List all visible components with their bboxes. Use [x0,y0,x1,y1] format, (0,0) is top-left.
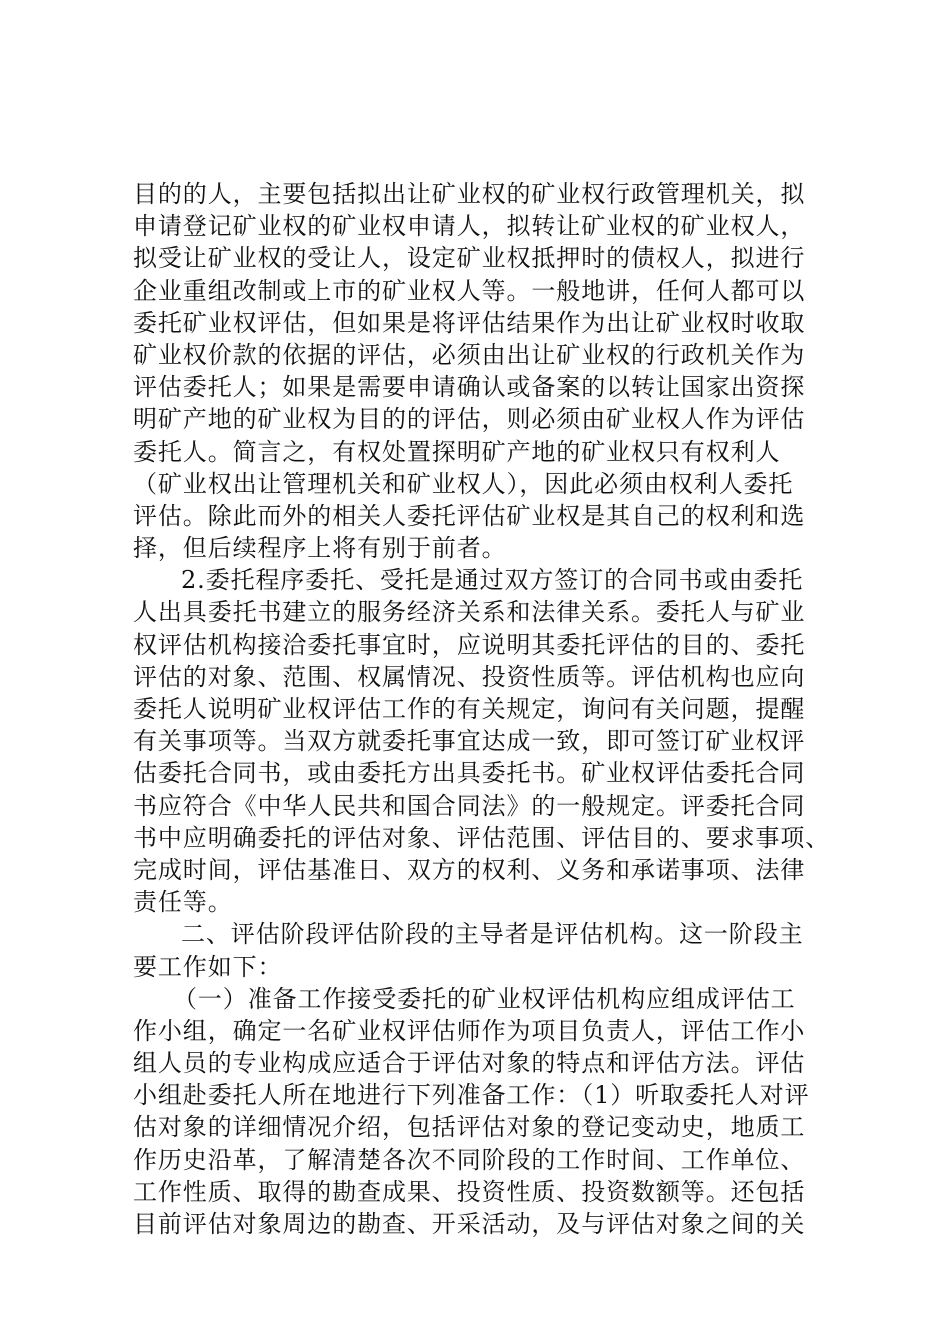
text-line: 书中应明确委托的评估对象、评估范围、评估目的、要求事项、 [133,823,831,852]
text-line: 责任等。 [133,888,233,917]
paragraph-start-line: （一）准备工作接受委托的矿业权评估机构应组成评估工 [173,984,796,1013]
paragraph-start-line: 2.委托程序委托、受托是通过双方签订的合同书或由委托 [181,566,804,595]
text-line: 有关事项等。当双方就委托事宜达成一致，即可签订矿业权评 [133,727,806,756]
text-line: 作小组，确定一名矿业权评估师作为项目负责人，评估工作小 [133,1016,806,1045]
text-line: 委托人。简言之，有权处置探明矿产地的矿业权只有权利人 [133,437,781,466]
text-line: 书应符合《中华人民共和国合同法》的一般规定。评委托合同 [133,791,806,820]
text-line: 拟受让矿业权的受让人，设定矿业权抵押时的债权人，拟进行 [133,244,806,273]
section-heading-line: 二、评估阶段评估阶段的主导者是评估机构。这一阶段主 [181,920,804,949]
text-line: 作历史沿革，了解清楚各次不同阶段的工作时间、工作单位、 [133,1145,806,1174]
text-line: 委托人说明矿业权评估工作的有关规定，询问有关问题，提醒 [133,695,806,723]
text-line: 人出具委托书建立的服务经济关系和法律关系。委托人与矿业 [133,598,806,627]
text-line: 评估的对象、范围、权属情况、投资性质等。评估机构也应向 [133,662,806,691]
text-line: 组人员的专业构成应适合于评估对象的特点和评估方法。评估 [133,1049,806,1078]
text-line: 评估。除此而外的相关人委托评估矿业权是其自己的权利和选 [133,501,806,530]
text-line: 完成时间，评估基准日、双方的权利、义务和承诺事项、法律 [133,855,806,884]
text-line: 目前评估对象周边的勘查、开采活动，及与评估对象之间的关 [133,1210,806,1238]
text-line: 估委托合同书，或由委托方出具委托书。矿业权评估委托合同 [133,759,806,788]
text-line: 工作性质、取得的勘查成果、投资性质、投资数额等。还包括 [133,1177,806,1206]
document-body [133,178,833,1240]
text-line: （矿业权出让管理机关和矿业权人），因此必须由权利人委托 [133,469,794,498]
text-line: 估对象的详细情况介绍，包括评估对象的登记变动史，地质工 [133,1113,806,1142]
text-line: 评估委托人；如果是需要申请确认或备案的以转让国家出资探 [133,373,806,402]
text-line: 目的的人，主要包括拟出让矿业权的矿业权行政管理机关，拟 [133,180,806,208]
text-line: 择，但后续程序上将有别于前者。 [133,534,507,563]
text-line: 委托矿业权评估，但如果是将评估结果作为出让矿业权时收取 [133,308,806,337]
text-line: 明矿产地的矿业权为目的的评估，则必须由矿业权人作为评估 [133,405,806,434]
text-line: 申请登记矿业权的矿业权申请人，拟转让矿业权的矿业权人， [133,212,806,241]
text-line: 要工作如下： [133,952,283,981]
text-line: 矿业权价款的依据的评估，必须由出让矿业权的行政机关作为 [133,340,806,369]
text-line: 权评估机构接洽委托事宜时，应说明其委托评估的目的、委托 [133,630,806,659]
text-line: 企业重组改制或上市的矿业权人等。一般地讲，任何人都可以 [133,276,806,305]
text-line: 小组赴委托人所在地进行下列准备工作：（1）听取委托人对评 [133,1081,810,1110]
